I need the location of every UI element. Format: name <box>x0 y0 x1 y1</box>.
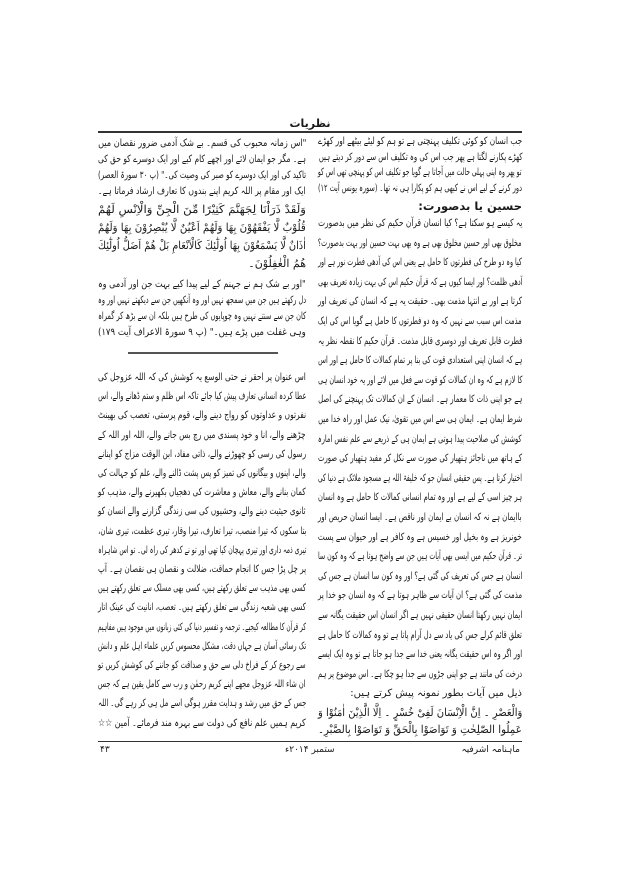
text-line-text: درخت کی مانند ہے جو اپنی جڑوں سے جدا ہو چکا ہے۔ اس موضوع پر ہم <box>317 668 522 680</box>
text-line-text: پر چل پڑا جس کا انجام حماقت، ضلالت و نقصان ہی نقصان ہے۔ آپ <box>97 564 306 575</box>
quran-verse-line-text: قُلُوْبٌ لَّا یَفْقَهُوْنَ بِهَا وَلَهُمْ اَعْیُنٌ لَّا یُبْصِرُوْنَ بِهَا وَلَهُمْ <box>98 221 306 234</box>
footer-date: ستمبر ۲۰۱۴ء <box>285 745 335 755</box>
text-line <box>98 428 306 444</box>
text-line <box>98 658 306 674</box>
text-line <box>98 504 306 520</box>
quran-verse-line-text: عَمِلُوا الصّٰلِحٰتِ وَ تَوَاصَوْا بِالْحَقِّ وَ تَوَاصَوْا بِالصَّبْرِ۔ <box>318 723 522 736</box>
quran-verse-line <box>98 202 306 218</box>
text-line-text: کسی بھی شعبہ زندگی سے تعلق رکھتے ہیں۔ تعصب، انانیت کی عینک اتار <box>98 602 306 614</box>
quran-verse-line <box>98 238 306 254</box>
text-line-text: تر۔ قرآن حکیم میں ایسی بھی آیات ہیں جن سے واضح ہوتا ہے کہ وہ کون سا <box>317 551 522 563</box>
text-line <box>98 168 306 184</box>
text-line <box>318 686 522 702</box>
text-line <box>318 530 522 546</box>
text-line <box>98 600 306 616</box>
text-line <box>318 569 522 585</box>
text-line <box>318 608 522 624</box>
text-line-text: ہے جو اپنی ذات کا معمار ہے۔ انسان کے ان کمالات تک پہنچنے کی اصل <box>317 394 522 406</box>
text-line <box>318 255 522 271</box>
header-rule <box>98 131 522 133</box>
translation-line-text: کان جن سے سنتے نہیں وہ چوپایوں کی طرح ہیں بلکہ ان سے بڑھ کر گمراہ <box>97 311 306 322</box>
footer-page-number: ۴۳ <box>100 745 110 755</box>
text-line-text: رسول کی رسی کو چھوڑنے والے، ذاتی مفاد، ابن الوقت مزاج کو اپنانے <box>97 448 306 460</box>
translation-line <box>98 277 306 293</box>
text-line-text: ہر چیز اسی کے لیے ہے اور وہ تمام انسانی کمالات کا حامل ہے وہ انسان <box>317 492 522 504</box>
text-line-text: فطرت قابل تعریف اور دوسری قابل مذمت۔ قرآن حکیم کا نقطہ نظر یہ <box>317 335 522 347</box>
text-line <box>318 647 522 663</box>
footer-magazine-name: ماہنامہ اشرفیہ <box>461 745 520 755</box>
text-line <box>318 181 522 197</box>
text-line-text: اس عنوان پر احقر نے حتی الوسع یہ کوشش کی کہ اللہ عزوجل کی <box>98 372 306 383</box>
quran-verse-line-text: وَلَقَدْ ذَرَاْنَا لِجَهَنَّمَ كَثِیْرًا مِّنَ الْجِنِّ وَالْاِنْسِ لَهُمْ <box>98 203 306 216</box>
text-line-text: عطا کردہ انسانی تعارف پیش کیا جائے تاکہ اس ظلم و ستم ڈھانے والے، اس <box>97 391 306 403</box>
text-line-text: ان شاء اللہ عزوجل مجھے اپنے کریم رحمٰن و رب سے کامل یقین ہے کہ جس <box>98 679 306 691</box>
translation-line-text: وہی غفلت میں پڑے ہیں۔" (پ ۹ سورۃ الاعراف آیت ۱۷۹) <box>98 327 306 338</box>
text-line-text: دور کرنے کے لیے اس نے کبھی ہم کو پکارا ہی نہ تھا۔ (سورہ یونس آیت ۱۲) <box>318 182 522 194</box>
quran-verse-line <box>98 256 306 272</box>
quran-verse-line-text: اٰذَانٌ لَّا یَسْمَعُوْنَ بِهَا اُولٰٓئِكَ كَالْاَنْعَامِ بَلْ هُمْ اَضَلُّ اُولٰٓئِكَ <box>98 239 306 252</box>
text-line <box>318 392 522 408</box>
translation-line <box>98 293 306 309</box>
text-line-text: اور اگر وہ اس حقیقت یگانہ یعنی خدا سے جدا ہو جاتا ہے تو وہ ایک ایسے <box>317 649 522 661</box>
text-line <box>318 134 522 150</box>
text-line-text: تاکید کی اور ایک دوسرے کو صبر کی وصیت کی۔" (پ ۳۰ سورۃ العصر) <box>97 170 306 181</box>
text-line-text: شرط ایمان ہے۔ ایمان ہی سے اس میں تقویٰ، نیک عمل اور راہ خدا میں <box>317 414 522 425</box>
text-line-text: تیری ذمہ داری اور تیری پہچان کیا تھی اور تو نے کدھر کی راہ لی۔ تو اس شاہراہ <box>97 544 306 556</box>
text-line-text: مذمت کی گئی ہے؟ ان آیات سے ظاہر ہوتا ہے کہ وہ انسان جو خدا پر <box>317 590 522 602</box>
text-line-text: کھڑے پکارنے لگتا ہے پھر جب اس کی وہ تکلیف اس سے دور کر دیتے ہیں <box>318 151 522 163</box>
text-line-text: یہ کیسے ہو سکتا ہے؟ کیا انسان قرآن حکیم کی نظر میں بدصورت <box>317 218 522 229</box>
text-line <box>98 543 306 559</box>
text-line-text: والے، اپنوں و بیگانوں کی تمیز کو پس پشت ڈالنے والے، علم کو جہالت کی <box>98 468 306 479</box>
text-line <box>98 524 306 540</box>
text-line <box>98 152 306 168</box>
text-line <box>318 490 522 506</box>
translation-line <box>98 325 306 341</box>
text-line-text: کا لازم ہے کہ وہ ان کمالات کو قوت سے فعل میں لائے اور یہ خود انسان ہی <box>317 374 522 386</box>
text-line <box>318 216 522 232</box>
text-line-text: کریم ہمیں علم نافع کی دولت سے بہرہ مند فرمائے۔ آمین ☆☆ <box>98 717 306 729</box>
text-line <box>318 412 522 428</box>
section-title: نظریات <box>289 117 331 130</box>
text-line <box>318 628 522 644</box>
text-line <box>98 639 306 655</box>
text-line-text: کرتا ہے اور بے انتہا مذمت بھی۔ حقیقت یہ ہے کہ انسان کی تعریف اور <box>317 296 522 308</box>
text-line-text: ایک اور مقام پر اللہ کریم اپنے بندوں کا تعارف ارشاد فرماتا ہے۔ <box>98 186 306 197</box>
quran-verse-line-text: وَالْعَصْرِ ۔ اِنَّ الْاِنْسَانَ لَفِیْ خُسْرٍ ۔ اِلَّا الَّذِیْنَ اٰمَنُوْا وَ <box>317 706 522 719</box>
text-line <box>98 562 306 578</box>
quran-verse-line <box>318 705 522 721</box>
text-line-text: انسان ہے جس کی تعریف کی گئی ہے؟ اور وہ کون سا انسان ہے جس کی <box>317 570 522 582</box>
text-line-text: تو پھر وہ اپنی پہلی حالت میں آجاتا ہے گویا جو تکلیف اس کو پہنچی تھی اس کو <box>318 167 522 178</box>
text-line <box>98 408 306 424</box>
text-line-text: ثانوی حیثیت دینے والے، وحشیوں کی سی زندگی گزارنے والے انسان کو <box>98 506 306 518</box>
text-line <box>98 485 306 501</box>
text-line <box>98 370 306 386</box>
translation-line-text: "اور بے شک ہم نے جہنم کے لیے پیدا کیے بہت جن اور آدمی وہ <box>98 279 306 290</box>
text-line-text: بتا سکوں کہ تیرا منصب، تیرا تعارف، تیرا وقار، تیری عظمت، تیری شان، <box>97 525 306 537</box>
text-line <box>318 471 522 487</box>
text-line <box>318 294 522 310</box>
text-line-text: باایمان ہے نہ کہ انسان بے ایمان اور ناقص ہے۔ ایسا انسان حریص اور <box>318 512 522 523</box>
text-line <box>98 716 306 732</box>
text-line <box>98 389 306 405</box>
text-line <box>98 184 306 200</box>
text-line-text: تعلق قائم کرلے جس کی یاد سے دل آرام پاتا ہے تو وہ کمالات کا حامل ہے <box>318 629 522 641</box>
text-line-text: مذمت اس سبب سے نہیں کہ وہ دو فطرتوں کا حامل ہے گویا اس کی ایک <box>318 316 522 327</box>
text-line <box>318 510 522 526</box>
quran-verse-line <box>98 220 306 236</box>
text-line-text: کیا وہ دو طرح کی فطرتوں کا حامل ہے یعنی اس کی آدھی فطرت نور ہے اور <box>318 257 522 269</box>
text-line-text: تک رسائی آسان ہے جہاں دقت، مشکل محسوس کریں علماء اہل علم و دانش <box>97 640 306 652</box>
text-line <box>98 136 306 152</box>
text-line <box>318 549 522 565</box>
text-line-text: کوشش کی صلاحیت پیدا ہوتی ہے ایمان ہی کے ذریعے سے علم نفس امارہ <box>318 433 522 445</box>
text-line-text: کسی بھی مذہب سے تعلق رکھتے ہیں، کسی بھی مسلک سے تعلق رکھتے ہیں <box>98 583 306 595</box>
translation-line-text: دل رکھتے ہیں جن میں سمجھ نہیں اور وہ آنکھیں جن سے دیکھتے نہیں اور وہ <box>97 295 306 306</box>
text-line-text: کر قرآن کا مطالعہ کیجیے۔ ترجمہ و تفسیر دنیا کی کئی زبانوں میں موجود ہیں مفاہیم <box>98 621 306 633</box>
text-line <box>318 314 522 330</box>
text-line-text: آدھی ظلمت؟ اور ایسا کیوں ہے کہ قرآن حکیم اس کی بہت زیادہ تعریف بھی <box>317 276 522 288</box>
text-line <box>318 165 522 181</box>
text-line <box>318 588 522 604</box>
text-line <box>318 275 522 291</box>
text-line <box>318 353 522 369</box>
text-line-text: خونریز ہے وہ بخیل اور خسیس ہے وہ کافر ہے اور حیوان سے پست <box>318 531 522 543</box>
section-heading <box>318 198 522 214</box>
text-line <box>318 432 522 448</box>
text-line-text: اختیار کرتا ہے۔ پس حقیقی انسان جو کہ خلیفۃ اللہ ہے مسجود ملائک ہے دنیا کی <box>318 472 522 484</box>
text-line-text: ہے۔ مگر جو ایمان لائے اور اچھے کام کیے اور ایک دوسرے کو حق کی <box>98 154 306 165</box>
text-line-text: جس کے حق میں رشد و ہدایت مقرر ہوگی اسے مل ہی کر رہے گی۔ اللہ <box>97 698 306 710</box>
text-line <box>98 466 306 482</box>
text-line-text: جب انسان کو کوئی تکلیف پہنچتی ہے تو ہم کو لیٹے بیٹھے اور کھڑے <box>317 136 522 147</box>
text-line-text: ذیل میں آیات بطور نمونہ پیش کرتے ہیں: <box>350 688 522 700</box>
text-line-text: چڑھنے والے، انا و خود پسندی میں رچ بس جانے والے، اللہ اور اللہ کے <box>98 429 306 441</box>
footer-rule <box>98 741 522 742</box>
text-line <box>98 447 306 463</box>
text-line <box>318 373 522 389</box>
text-line <box>318 150 522 166</box>
text-line <box>98 677 306 693</box>
text-line <box>318 236 522 252</box>
text-line-text: ایمان نہیں رکھتا انسان حقیقی نہیں ہے اگر انسان اس حقیقت یگانہ سے <box>317 610 522 621</box>
text-line <box>318 334 522 350</box>
quran-verse-line-text: هُمُ الْغٰفِلُوْنَ۔ <box>248 257 306 270</box>
text-line-text: ہے کہ انسان اپنی استعدادی قوت کی بنا پر تمام کمالات کا حامل ہے اور اس <box>317 355 522 367</box>
text-line <box>98 581 306 597</box>
quran-verse-line <box>318 722 522 738</box>
translation-line <box>98 309 306 325</box>
section-heading-text: حسین یا بدصورت: <box>418 199 522 213</box>
text-line <box>98 696 306 712</box>
text-line <box>98 620 306 636</box>
section-divider <box>128 352 278 354</box>
text-line <box>318 451 522 467</box>
text-line <box>318 667 522 683</box>
text-line-text: سے رجوع کر کے فراخ دلی سے حق و صداقت کو جاننے کی کوشش کریں تو <box>98 660 306 671</box>
text-line-text: نفرتوں و عداوتوں کو رواج دینے والے، قوم پرستی، تعصب کی بھینٹ <box>97 410 306 422</box>
text-line-text: "اس زمانہ محبوب کی قسم۔ بے شک آدمی ضرور نقصان میں <box>97 138 306 149</box>
text-line-text: کے ہاتھ میں ناجائز ہتھیار کی صورت سے نکل کر مفید ہتھیار کی صورت <box>317 453 522 465</box>
text-line-text: کمان بنانے والے، معاش و معاشرت کی دھجیاں بکھیرنے والے، مذہب کو <box>98 487 306 499</box>
text-line-text: مخلوق بھی اور حسین مخلوق بھی ہے وہ بھی بہت حسین اور بہت بدصورت؟ <box>318 237 522 249</box>
